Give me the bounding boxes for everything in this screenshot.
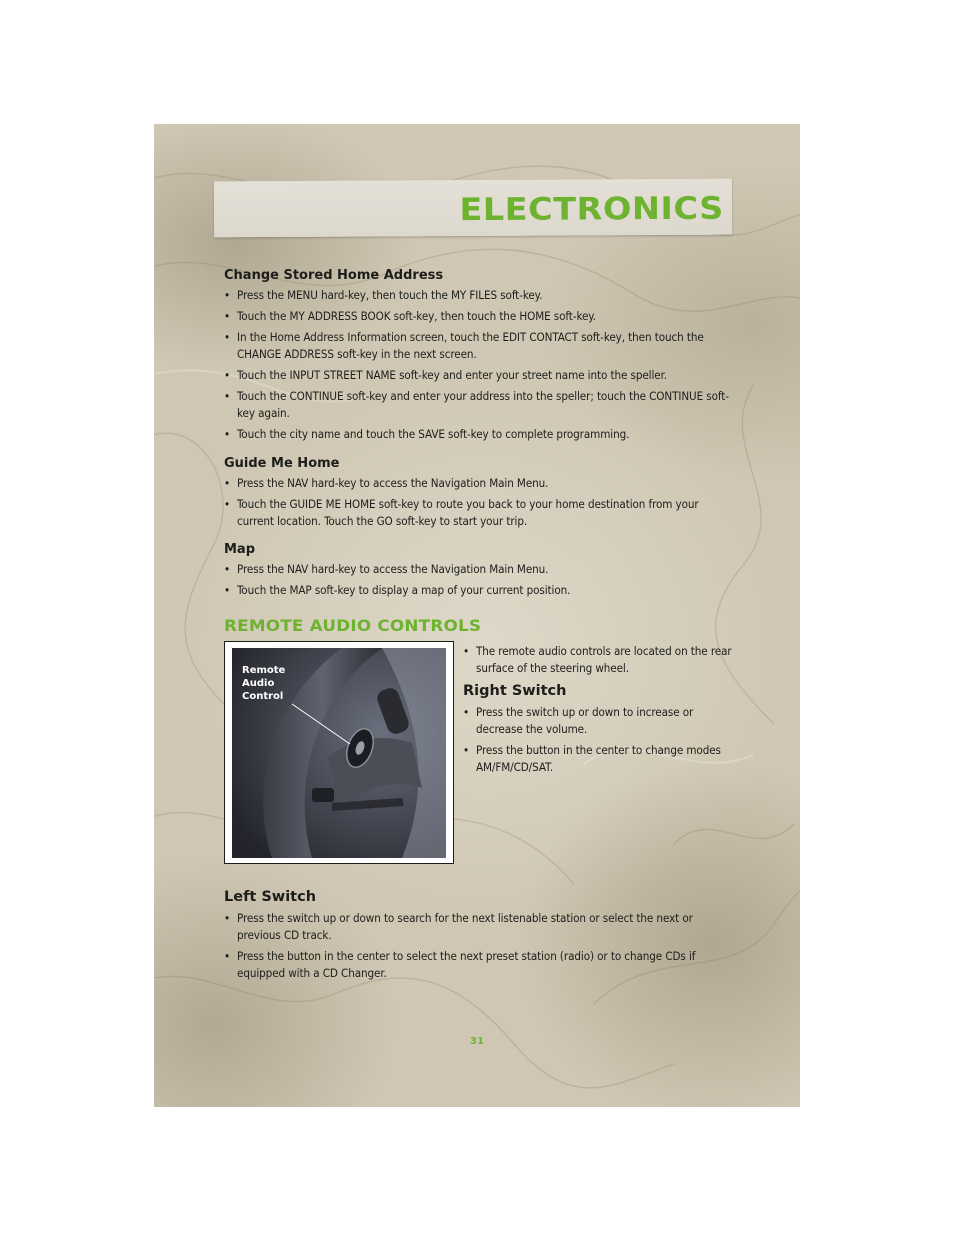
list-item: • Press the NAV hard-key to access the Navigation Main Menu.	[224, 561, 729, 578]
photo-caption-line: Remote	[242, 665, 286, 676]
section-map	[224, 542, 729, 603]
list-item: • Press the button in the center to select the next preset station (radio) or to change CDs if equipped with a CD Changer.	[224, 948, 729, 982]
photo-image	[232, 648, 446, 858]
bullet-list	[463, 704, 733, 776]
title-banner	[214, 179, 732, 238]
bullet-list	[224, 287, 729, 443]
section-heading: Guide Me Home	[224, 456, 340, 471]
list-item: • Touch the MY ADDRESS BOOK soft-key, then touch the HOME soft-key.	[224, 308, 729, 325]
list-item: • The remote audio controls are located on the rear surface of the steering wheel.	[463, 643, 733, 677]
bullet-list	[224, 475, 729, 530]
photo-caption	[242, 664, 285, 703]
bullet-list	[224, 561, 729, 599]
section-heading: Left Switch	[224, 889, 317, 905]
section-heading: Map	[224, 542, 256, 557]
list-item: • Touch the MAP soft-key to display a map of your current position.	[224, 582, 729, 599]
list-item: • Touch the CONTINUE soft-key and enter your address into the speller; touch the CONTINUE soft-key again.	[224, 388, 729, 422]
list-item: • Touch the INPUT STREET NAME soft-key and enter your street name into the speller.	[224, 367, 729, 384]
list-item: • Press the NAV hard-key to access the Navigation Main Menu.	[224, 475, 729, 492]
list-item: • Press the switch up or down to search for the next listenable station or select the next or previous CD track.	[224, 910, 729, 944]
bullet-list	[224, 910, 729, 982]
page-title: ELECTRONICS	[459, 190, 725, 229]
page-number: 31	[470, 1036, 484, 1047]
section-change-home-address	[224, 268, 729, 447]
remote-audio-heading: REMOTE AUDIO CONTROLS	[224, 616, 482, 635]
section-guide-me-home	[224, 456, 729, 534]
photo-caption-line: Audio	[242, 678, 275, 689]
bullet-list	[463, 643, 733, 677]
list-item: • Touch the city name and touch the SAVE soft-key to complete programming.	[224, 426, 729, 443]
section-heading: Right Switch	[463, 683, 567, 699]
list-item: • Press the button in the center to change modes AM/FM/CD/SAT.	[463, 742, 733, 776]
section-left-switch	[224, 889, 729, 986]
section-heading: Change Stored Home Address	[224, 268, 444, 283]
list-item: • Press the switch up or down to increase or decrease the volume.	[463, 704, 733, 738]
list-item: • Touch the GUIDE ME HOME soft-key to route you back to your home destination from your current location. Touch the GO soft-key to start your trip.	[224, 496, 729, 530]
photo-caption-line: Control	[242, 691, 284, 702]
steering-wheel-photo	[224, 641, 454, 864]
manual-page	[154, 124, 800, 1107]
list-item: • Press the MENU hard-key, then touch the MY FILES soft-key.	[224, 287, 729, 304]
list-item: • In the Home Address Information screen, touch the EDIT CONTACT soft-key, then touch the CHANGE ADDRESS soft-key in the next screen.	[224, 329, 729, 363]
remote-audio-right-column	[463, 643, 733, 780]
